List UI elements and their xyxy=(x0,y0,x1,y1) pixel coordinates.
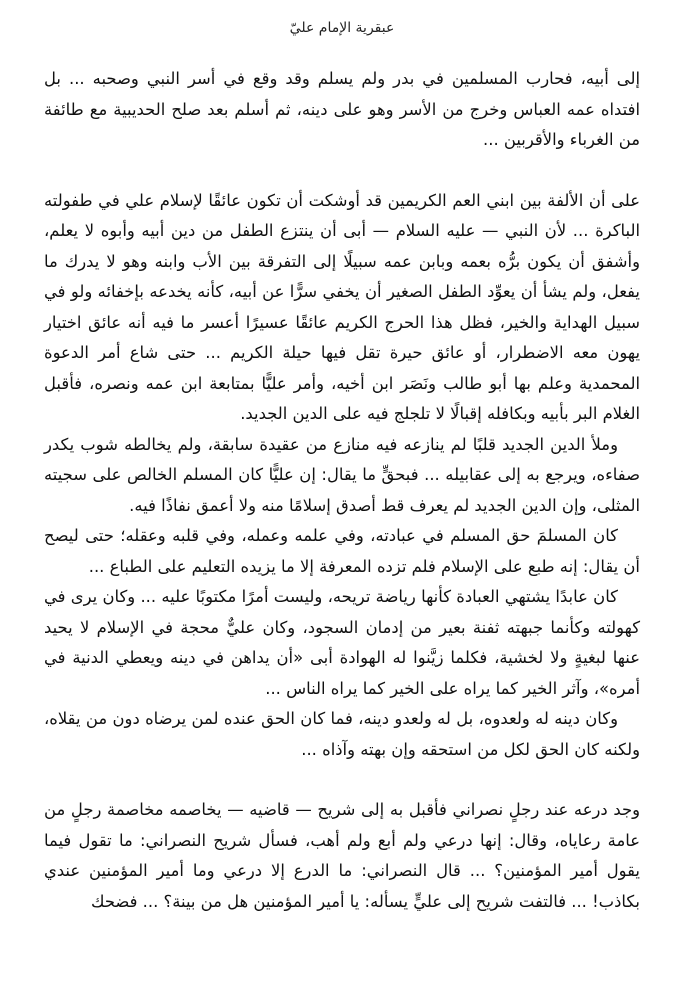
paragraph-2: على أن الألفة بين ابني العم الكريمين قد أوشكت أن تكون عائقًا لإسلام علي في طفولته الباكرة ... لأن النبي — عليه السلام — أبى أن ينتزع الطفل من دين أبيه وأبوه لا يعلم، وأشفق أن يكون برُّه بعمه وبابن عمه سبيلًا إلى التفرقة بين الأب وابنه وهو لا يدرك ما يفعل، ولم يشأ أن يعوِّد الطفل الصغير أن يخفي سرًّا عن أبيه، كأنه يخدعه بإخفائه ولو في سبيل الهداية والخير، فظل هذا الحرج الكريم عائقًا عسيرًا أعسر ما فيه أنه عائق اختيار يهون معه الاضطرار، أو عائق حيرة تقل فيها حيلة الكريم ... حتى شاع أمر الدعوة المحمدية وعلم بها أبو طالب ونَصَر ابن أخيه، وأمر عليًّا بمتابعة ابن عمه ونصره، فأقبل الغلام البر بأبيه وبكافله إقبالًا لا تلجلج فيه على الدين الجديد. xyxy=(44,190,640,423)
paragraph-1: إلى أبيه، فحارب المسلمين في بدر ولم يسلم وقد وقع في أسر النبي وصحبه ... بل افتداه عمه العباس وخرج من الأسر وهو على دينه، ثم أسلم بعد صلح الحديبية مع طائفة من الغرباء والأقربين ... xyxy=(44,69,640,149)
paragraph-4: كان المسلمَ حق المسلم في عبادته، وفي علمه وعمله، وفي قلبه وعقله؛ حتى ليصح أن يقال: إنه طبع على الإسلام فلم تزده المعرفة إلا ما يزيده التعليم على الطباع ... xyxy=(44,526,640,576)
body-text xyxy=(44,64,640,917)
paragraph-6: وكان دينه له ولعدوه، بل له ولعدو دينه، فما كان الحق عنده لمن يرضاه دون من يقلاه، ولكنه كان الحق لكل من استحقه وإن بهته وآذاه ... xyxy=(44,709,640,759)
paragraph-7: وجد درعه عند رجلٍ نصراني فأقبل به إلى شريح — قاضيه — يخاصمه مخاصمة رجلٍ من عامة رعاياه، وقال: إنها درعي ولم أبع ولم أهب، فسأل شريح النصراني: ما تقول فيما يقول أمير المؤمنين؟ ... قال النصراني: ما الدرع إلا درعي وما أمير المؤمنين عندي بكاذب! ... فالتفت شريح إلى عليٍّ يسأله: يا أمير المؤمنين هل من بينة؟ ... فضحك xyxy=(44,800,640,911)
paragraph-5: كان عابدًا يشتهي العبادة كأنها رياضة تريحه، وليست أمرًا مكتوبًا عليه ... وكان يرى في كهولته وكأنما جبهته ثفنة بعير من إدمان السجود، وكان عليٌّ محجة في الإسلام لا يحيد عنها لبغيةٍ ولا لخشية، فكلما زيَّنوا له الهوادة أبى «أن يداهن في دينه ويعطي الدنية في أمره»، وآثر الخير كما يراه على الخير كما يراه الناس ... xyxy=(44,587,640,698)
running-header: عبقرية الإمام عليّ xyxy=(289,20,395,36)
paragraph-3: وملأ الدين الجديد قلبًا لم ينازعه فيه منازع من عقيدة سابقة، ولم يخالطه شوب يكدر صفاءه، ويرجع به إلى عقابيله ... فبحقٍّ ما يقال: إن عليًّا كان المسلم الخالص على سجيته المثلى، وإن الدين الجديد لم يعرف قط أصدق إسلامًا منه ولا أعمق نفاذًا فيه. xyxy=(44,434,640,515)
